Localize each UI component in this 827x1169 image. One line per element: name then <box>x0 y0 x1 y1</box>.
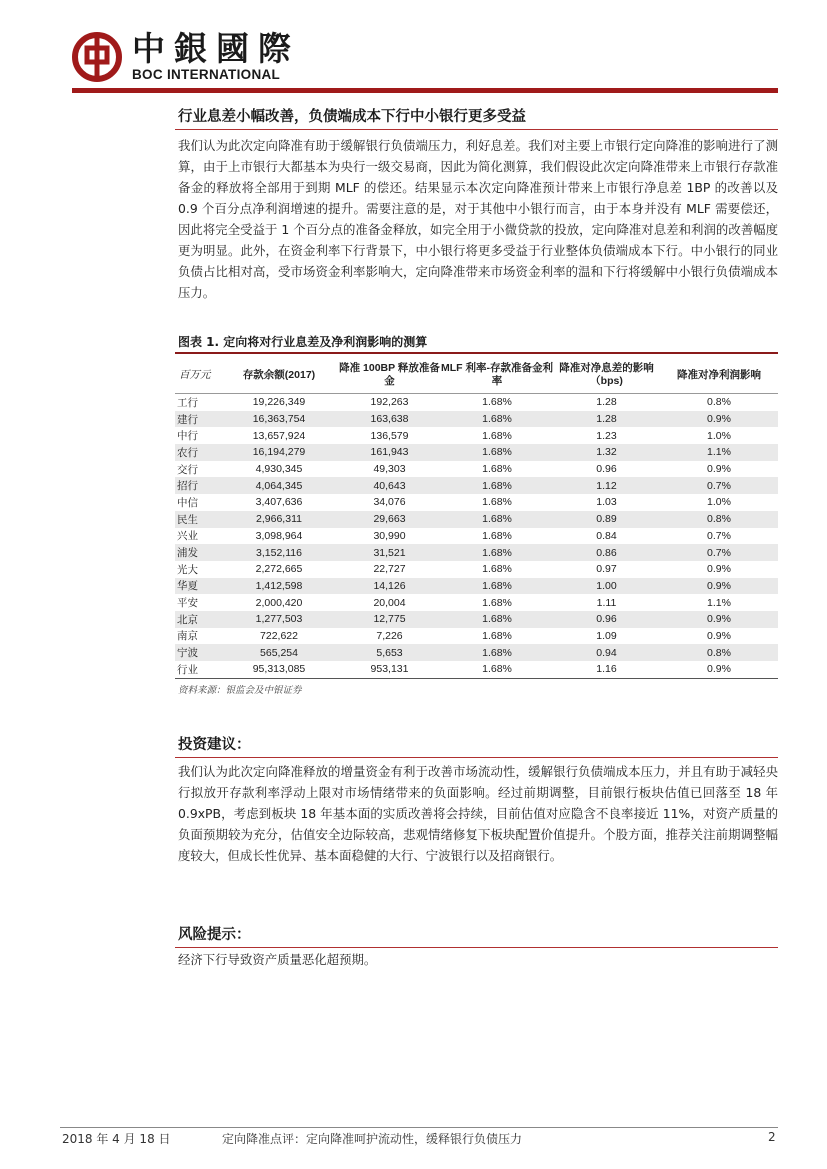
table-cell: 13,657,924 <box>252 429 306 442</box>
table-row <box>175 427 778 444</box>
bank-name-cell: 北京 <box>175 611 220 628</box>
figure-title: 图表 1. 定向将对行业息差及净利润影响的测算 <box>178 335 428 349</box>
logo-chinese-name: 中銀國際 <box>132 29 300 68</box>
table-cell: 3,152,116 <box>220 544 338 561</box>
table-cell: 163,638 <box>338 411 441 428</box>
table-cell: 7,226 <box>376 629 403 642</box>
table-row <box>175 494 778 511</box>
table-cell: 0.9% <box>707 563 731 576</box>
table-header-row <box>175 357 778 394</box>
table-cell: 3,407,636 <box>255 496 303 509</box>
table-row <box>175 461 778 478</box>
bank-name-cell: 华夏 <box>175 578 220 595</box>
table-cell: 0.7% <box>660 544 778 561</box>
table-cell: 0.86 <box>553 544 660 561</box>
table-cell: 0.7% <box>707 529 731 542</box>
bank-name-cell: 兴业 <box>177 530 198 543</box>
table-cell: 1.09 <box>596 629 617 642</box>
table-cell: 565,254 <box>220 644 338 661</box>
column-header: 降准对净利润影响 <box>660 357 778 394</box>
table-cell: 1.68% <box>482 429 512 442</box>
column-header: 百万元 <box>175 357 220 394</box>
figure-source: 资料来源：银监会及中银证券 <box>178 685 302 696</box>
bank-name-cell: 平安 <box>177 597 198 610</box>
section-title-recommendation: 投资建议： <box>178 737 251 753</box>
bank-name-cell: 招行 <box>175 477 220 494</box>
table-cell: 1.23 <box>596 429 617 442</box>
table-cell: 1.00 <box>553 578 660 595</box>
table-cell: 4,930,345 <box>255 463 303 476</box>
bank-name-cell: 交行 <box>177 463 198 476</box>
table-row <box>175 611 778 628</box>
table-cell: 1,277,503 <box>220 611 338 628</box>
table-cell: 0.84 <box>596 529 617 542</box>
table-cell: 1.16 <box>553 661 660 678</box>
table-cell: 0.9% <box>660 578 778 595</box>
bank-name-cell: 浦发 <box>175 544 220 561</box>
table-cell: 34,076 <box>373 496 406 509</box>
table-cell: 1.68% <box>441 611 553 628</box>
table-cell: 1.0% <box>707 429 731 442</box>
table-cell: 1.68% <box>441 477 553 494</box>
section-body-risk: 经济下行导致资产质量恶化超预期。 <box>178 952 377 967</box>
table-cell: 0.96 <box>596 463 617 476</box>
section-title-risk: 风险提示： <box>178 927 251 943</box>
bank-name-cell: 工行 <box>177 396 198 409</box>
figure-divider <box>175 352 778 354</box>
table-cell: 49,303 <box>373 463 406 476</box>
table-cell: 22,727 <box>373 563 406 576</box>
bank-name-cell: 南京 <box>177 630 198 643</box>
table-cell: 1.68% <box>441 544 553 561</box>
column-header: 存款余额(2017) <box>220 357 338 394</box>
section-body-margin: 我们认为此次定向降准有助于缓解银行负债端压力，利好息差。我们对主要上市银行定向降准的影响进行了测算，由于上市银行大都基本为央行一级交易商，因此为简化测算，我们假设此次定向降准带来上市银行存款准备金的释放将全部用于到期 MLF 的偿还。结果显示本次定向降准预计带来上市银行净息差 1BP 的改善以及 0.9 个百分点净利润增速的提升。需要注意的是，对于其他中小银行而言，由于本身并没有 MLF 需要偿还，因此将完全受益于 1 个百分点的准备金释放，如完全用于小微贷款的投放，定向降准对息差和利润的改善幅度更为明显。此外，在资金利率下行背景下，中小银行将更多受益于行业整体负债端成本下行。中小银行的同业负债占比相对高，受市场资金利率影响大，定向降准带来市场资金利率的温和下行将缓解中小银行负债端成本压力。 <box>178 138 778 300</box>
table-cell: 29,663 <box>338 511 441 528</box>
table-row <box>175 661 778 678</box>
bank-name-cell: 中行 <box>177 430 198 443</box>
bank-name-cell: 民生 <box>175 511 220 528</box>
bank-name-cell: 中信 <box>177 496 198 509</box>
table-cell: 0.96 <box>553 611 660 628</box>
table-cell: 0.8% <box>660 511 778 528</box>
table-cell: 12,775 <box>338 611 441 628</box>
table-cell: 20,004 <box>373 596 406 609</box>
table-cell: 0.9% <box>660 661 778 678</box>
table-cell: 0.94 <box>553 644 660 661</box>
table-cell: 0.9% <box>660 411 778 428</box>
table-cell: 3,098,964 <box>255 529 303 542</box>
table-cell: 31,521 <box>338 544 441 561</box>
bank-name-cell: 建行 <box>175 411 220 428</box>
table-row <box>175 511 778 528</box>
table-row <box>175 628 778 645</box>
table-row <box>175 477 778 494</box>
section-divider <box>175 129 778 130</box>
table-cell: 0.9% <box>707 463 731 476</box>
table-cell: 16,194,279 <box>220 444 338 461</box>
table-cell: 1.1% <box>707 596 731 609</box>
table-cell: 0.8% <box>660 644 778 661</box>
table-cell: 1.68% <box>482 496 512 509</box>
table-cell: 4,064,345 <box>220 477 338 494</box>
table-cell: 1.0% <box>707 496 731 509</box>
table-row <box>175 528 778 545</box>
table-cell: 0.9% <box>660 611 778 628</box>
table-cell: 953,131 <box>338 661 441 678</box>
footer-divider <box>60 1127 778 1128</box>
table-row <box>175 444 778 461</box>
header-divider <box>72 88 778 93</box>
table-cell: 1.11 <box>596 596 617 609</box>
footer-doc-title: 定向降准点评：定向降准呵护流动性，缓释银行负债压力 <box>222 1132 523 1146</box>
table-cell: 0.8% <box>707 396 731 409</box>
table-cell: 1.28 <box>596 396 617 409</box>
table-cell: 1.12 <box>553 477 660 494</box>
table-cell: 1,412,598 <box>220 578 338 595</box>
bank-name-cell: 宁波 <box>175 644 220 661</box>
table-cell: 2,272,665 <box>255 563 303 576</box>
table-cell: 1.68% <box>482 563 512 576</box>
impact-table <box>175 357 778 679</box>
table-cell: 1.68% <box>441 444 553 461</box>
table-cell: 1.1% <box>660 444 778 461</box>
table-cell: 19,226,349 <box>252 396 306 409</box>
table-cell: 1.68% <box>482 396 512 409</box>
footer-date: 2018 年 4 月 18 日 <box>62 1132 171 1146</box>
table-cell: 1.68% <box>482 463 512 476</box>
table-cell: 1.68% <box>441 411 553 428</box>
bank-name-cell: 农行 <box>175 444 220 461</box>
table-row <box>175 644 778 661</box>
table-cell: 161,943 <box>338 444 441 461</box>
table-cell: 1.68% <box>482 629 512 642</box>
table-row <box>175 411 778 428</box>
table-cell: 0.97 <box>596 563 617 576</box>
table-cell: 0.7% <box>660 477 778 494</box>
page-number: 2 <box>768 1130 776 1144</box>
table-cell: 1.68% <box>441 661 553 678</box>
section-divider <box>175 947 778 948</box>
table-row <box>175 394 778 411</box>
table-cell: 40,643 <box>338 477 441 494</box>
table-cell: 1.28 <box>553 411 660 428</box>
table-cell: 192,263 <box>370 396 409 409</box>
table-cell: 0.89 <box>553 511 660 528</box>
table-cell: 1.68% <box>482 596 512 609</box>
table-cell: 1.03 <box>596 496 617 509</box>
bank-name-cell: 光大 <box>177 563 198 576</box>
table-row <box>175 561 778 578</box>
bank-name-cell: 行业 <box>175 661 220 678</box>
section-body-recommendation: 我们认为此次定向降准释放的增量资金有利于改善市场流动性，缓解银行负债端成本压力，并且有助于减轻央行拟放开存款利率浮动上限对市场情绪带来的负面影响。经过前期调整，目前银行板块估值已回落至 18 年 0.9xPB，考虑到板块 18 年基本面的实质改善将会持续，目前估值对应隐含不良率接近 11%，对资产质量的负面预期较为充分，估值安全边际较高，悲观情绪修复下板块配置价值提升。个股方面，推荐关注前期调整幅度较大，但成长性优异、基本面稳健的大行、宁波银行以及招商银行。 <box>178 764 778 863</box>
table-row <box>175 578 778 595</box>
table-cell: 0.9% <box>707 629 731 642</box>
table-cell: 136,579 <box>370 429 409 442</box>
table-cell: 5,653 <box>338 644 441 661</box>
table-cell: 1.68% <box>482 529 512 542</box>
table-row <box>175 594 778 611</box>
section-divider <box>175 757 778 758</box>
table-cell: 1.68% <box>441 578 553 595</box>
logo-english-name: BOC INTERNATIONAL <box>132 67 281 82</box>
table-cell: 2,000,420 <box>255 596 303 609</box>
section-title-margin: 行业息差小幅改善，负债端成本下行中小银行更多受益 <box>178 109 526 125</box>
page-header <box>72 28 778 90</box>
boc-logo-icon <box>72 32 122 82</box>
column-header: 降准 100BP 释放准备金 <box>338 357 441 394</box>
table-cell: 722,622 <box>260 629 298 642</box>
table-row <box>175 544 778 561</box>
table-cell: 30,990 <box>373 529 406 542</box>
column-header: 降准对净息差的影响（bps) <box>553 357 660 394</box>
table-cell: 16,363,754 <box>220 411 338 428</box>
table-cell: 1.68% <box>441 511 553 528</box>
table-cell: 2,966,311 <box>220 511 338 528</box>
table-cell: 1.32 <box>553 444 660 461</box>
table-cell: 14,126 <box>338 578 441 595</box>
table-cell: 95,313,085 <box>220 661 338 678</box>
column-header: MLF 利率-存款准备金利率 <box>441 357 553 394</box>
table-cell: 1.68% <box>441 644 553 661</box>
